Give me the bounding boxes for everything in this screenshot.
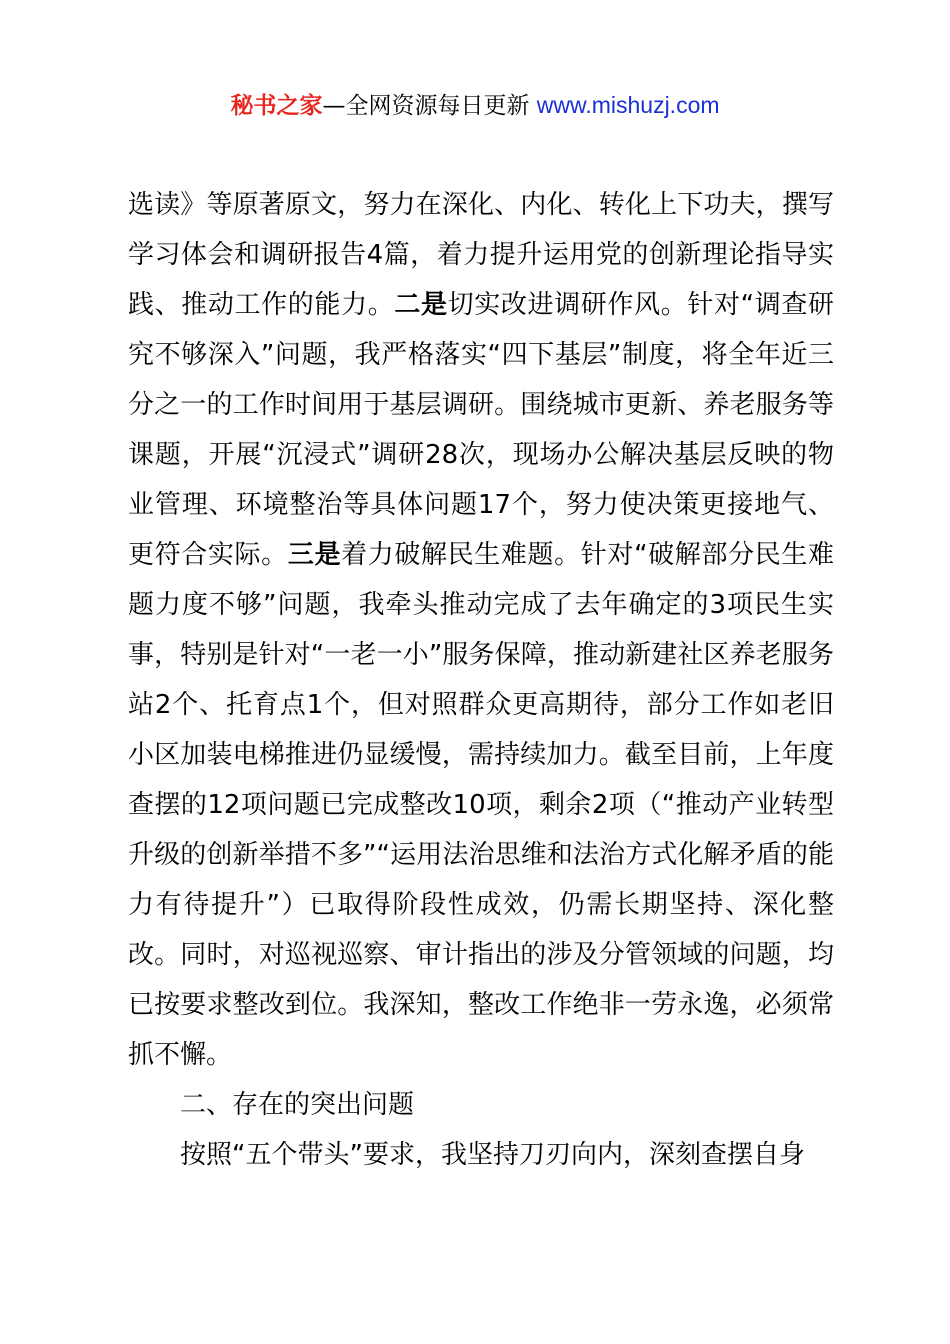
- section-heading: 二、存在的突出问题: [180, 1090, 415, 1120]
- body-paragraph: [128, 180, 834, 1080]
- header-slogan: —全网资源每日更新: [322, 93, 537, 119]
- bold-marker-two: 二是: [394, 290, 448, 320]
- document-body: [128, 180, 834, 1180]
- body-paragraph: 按照“五个带头”要求，我坚持刀刃向内，深刻查摆自身: [180, 1140, 805, 1170]
- bold-marker-three: 三是: [287, 540, 342, 570]
- paragraph-text: 着力破解民生难题。针对“破解部分民生难题力度不够”问题，我牵头推动完成了去年确定的3项民生实事，特别是针对“一老一小”服务保障，推动新建社区养老服务站2个、托育点1个，但对照群众更高期待，部分工作如老旧小区加装电梯推进仍显缓慢，需持续加力。截至目前，上年度查摆的12项问题已完成整改10项，剩余2项（“推动产业转型升级的创新举措不多”“运用法治思维和法治方式化解矛盾的能力有待提升”）已取得阶段性成效，仍需长期坚持、深化整改。同时，对巡视巡察、审计指出的涉及分管领域的问题，均已按要求整改到位。我深知，整改工作绝非一劳永逸，必须常抓不懈。: [128, 540, 834, 1070]
- brand-name: 秘书之家: [230, 93, 323, 119]
- site-url-link[interactable]: www.mishuzj.com: [536, 92, 720, 118]
- site-header: [0, 88, 950, 123]
- paragraph-text: 选读》等原著原文，努力在深化、内化、转化上下功夫，撰写学习体会和调研报告4篇，着力提升运用党的创新理论指导实践、推动工作的能力。: [128, 190, 834, 320]
- paragraph-text: 切实改进调研作风。针对“调查研究不够深入”问题，我严格落实“四下基层”制度，将全年近三分之一的工作时间用于基层调研。围绕城市更新、养老服务等课题，开展“沉浸式”调研28次，现场办公解决基层反映的物业管理、环境整治等具体问题17个，努力使决策更接地气、更符合实际。: [128, 290, 834, 570]
